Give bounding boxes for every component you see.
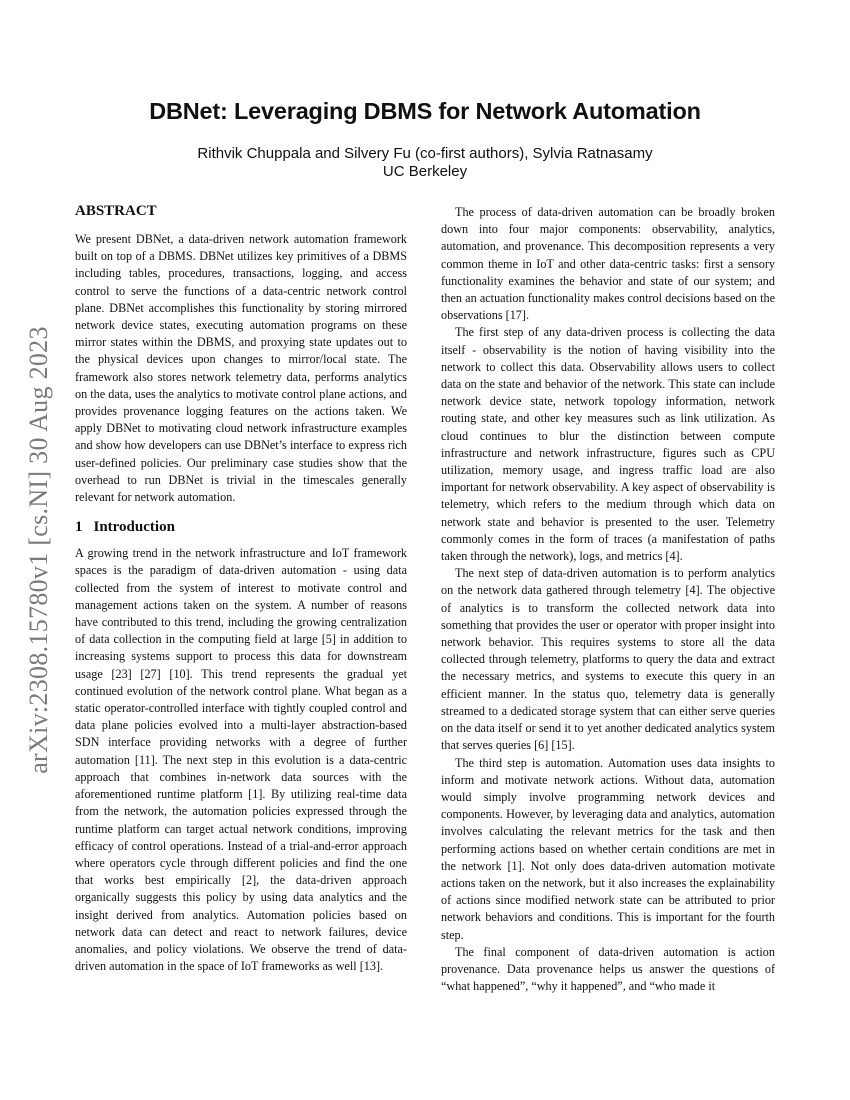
- intro-paragraph: The final component of data-driven automation is action provenance. Data provenance helps us answer the questions of “what happened”, “why it happened”, and “who made it: [441, 944, 775, 994]
- abstract-heading: ABSTRACT: [75, 203, 157, 219]
- intro-paragraph: The next step of data-driven automation is to perform analytics on the network data gathered through telemetry [4]. The objective of analytics is to transform the collected network data into something that provides the user or operator with proper insight into network behavior. This requires systems to store all the data collected through telemetry, platforms to query the data and extract the necessary metrics, and systems to execute this query in an efficient manner. In the status quo, telemetry data is generally streamed to a dedicated storage system that can either serve queries on the data itself or send it to yet another dedicated analytics system that serves queries [6] [15].: [441, 566, 775, 753]
- intro-paragraph: A growing trend in the network infrastructure and IoT framework spaces is the paradigm of data-driven automation - using data collected from the system of interest to motivate control and management actions taken on the system. A number of reasons have contributed to this trend, including the growing centralization of data collection in the computing field at large [5] in addition to increasing systems support to process this data for downstream usage [23] [27] [10]. This trend represents the gradual yet continued evolution of the network control plane. What began as a static operator-controlled interface with tightly coupled control and data plane policies evolved into a multi-layer abstraction-based SDN interface providing networks with a degree of further automation [11]. The next step in this evolution is a data-centric approach that combines in-network data sources with the aforementioned runtime platform [1]. By utilizing real-time data from the network, the automation policies expressed through the runtime platform can target actual network conditions, improving efficacy of control operations. Instead of a trial-and-error approach where operators cycle through different policies and find the one that works best empirically [2], the data-driven approach organically suggests this policy by using data analytics and the insight derived from analytics. Automation policies based on network data can detect and react to network failures, device anomalies, and policy violations. We observe the trend of data-driven automation in the space of IoT frameworks as well [13].: [75, 546, 407, 974]
- intro-paragraph: The process of data-driven automation can be broadly broken down into four major components: observability, analytics, automation, and provenance. This decomposition represents a very common theme in IoT and other data-centric tasks: first a sensory functionality examines the behavior and state of our system; and then an actuation functionality makes control decisions based on the observations [17].: [441, 205, 775, 323]
- paper-title: DBNet: Leveraging DBMS for Network Automation: [149, 98, 701, 124]
- author-block: [0, 145, 850, 181]
- abstract-text: We present DBNet, a data-driven network automation framework built on top of a DBMS. DBNet utilizes key primitives of a DBMS including tables, procedures, transactions, logging, and access control to serve the functions of a data-centric network control plane. DBNet accomplishes this functionality by storing mirrored network device states, executing automation programs on these mirror states within the DBMS, and proxying state updates out to the physical devices upon changes to mirror/local state. The framework also stores network telemetry data, performs analytics on the data, uses the analytics to motivate control plane actions, and provides provenance logging features on the actions taken. We apply DBNet to motivating cloud network infrastructure examples and show how developers can use DBNet’s interface to express rich user-defined policies. Our preliminary case studies show that the overhead to run DBNet is trivial in the timescales generally relevant for network automation.: [75, 232, 407, 505]
- arxiv-identifier: arXiv:2308.15780v1 [cs.NI] 30 Aug 2023: [24, 326, 53, 774]
- intro-paragraph: The first step of any data-driven process is collecting the data itself - observability is the notion of having visibility into the network to collect this data. Observability allows users to collect data on the state and behavior of the network. This state can include network device state, network topology information, network routing state, and other key measures such as link utilization. As cloud continues to blur the distinction between compute infrastructure and network infrastructure, figures such as CPU utilization, memory usage, and ingress traffic load are also important for network observability. A key aspect of observability is telemetry, which refers to the medium through which data on network state and behavior is presented to the user. Telemetry commonly comes in the form of traces (a manifestation of paths taken through the network), logs, and metrics [4].: [441, 325, 775, 564]
- section-number: 1: [75, 519, 83, 536]
- left-column: [75, 201, 407, 975]
- introduction-heading: [75, 517, 407, 537]
- author-affiliation: UC Berkeley: [382, 163, 468, 180]
- author-names: Rithvik Chuppala and Silvery Fu (co-first authors), Sylvia Ratnasamy: [197, 145, 653, 162]
- section-title: Introduction: [93, 519, 175, 536]
- intro-paragraph: The third step is automation. Automation uses data insights to inform and motivate network actions. Without data, automation would simply involve programming network devices and components. However, by leveraging data and analytics, automation involves calculating the relevant metrics for the task and then performing actions based on whether certain conditions are met in the network [1]. Not only does data-driven automation motivate actions taken on the network, but it also increases the explainability of actions since modified network state can be attributed to prior network behaviors and conditions. This is important for the fourth step.: [441, 755, 775, 942]
- right-column: [441, 204, 775, 995]
